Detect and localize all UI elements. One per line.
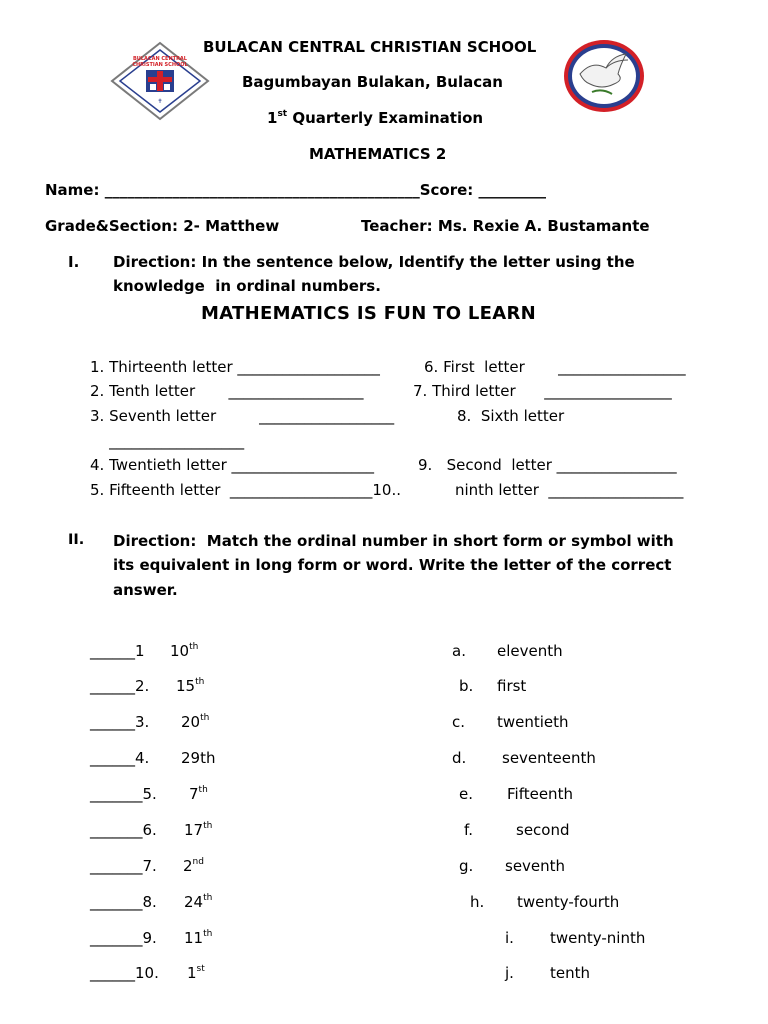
exam-title: 1st Quarterly Examination [267,109,484,127]
match-choice-word-e: Fifteenth [507,785,573,803]
part1-item-9-right: 9. Second letter ________________ [418,456,677,474]
match-choice-letter-c: c. [452,713,466,731]
school-logo-right [562,38,646,114]
logo-text-top: BULACAN CENTRAL [133,56,187,62]
part1-item-5-left: 5. Fifteenth letter ___________________10.. [90,481,402,499]
match-ordinal-5: 7th [189,785,208,803]
part2-direction-2: its equivalent in long form or word. Write the letter of the correct [113,556,672,574]
match-choice-letter-f: f. [464,821,473,839]
match-blank-8[interactable]: _______8. [90,893,157,911]
part1-item-8-right: 8. Sixth letter [457,407,565,425]
match-choice-word-i: twenty-ninth [550,929,646,947]
school-name: BULACAN CENTRAL CHRISTIAN SCHOOL [203,38,537,56]
part2-direction-3: answer. [113,581,178,599]
school-address: Bagumbayan Bulakan, Bulacan [242,73,503,91]
match-blank-2[interactable]: ______2. [90,677,150,695]
match-choice-letter-b: b. [459,677,474,695]
match-blank-6[interactable]: _______6. [90,821,157,839]
match-choice-word-a: eleventh [497,642,563,660]
part2-direction-1: Direction: Match the ordinal number in short form or symbol with [113,532,674,550]
match-choice-word-b: first [497,677,527,695]
part1-numeral: I. [68,253,80,271]
part1-item-4-left: 4. Twentieth letter ___________________ [90,456,375,474]
logo-text-2: CHRISTIAN SCHOOL [132,62,188,68]
part1-sentence: MATHEMATICS IS FUN TO LEARN [201,303,537,324]
subject-title: MATHEMATICS 2 [309,145,447,163]
match-ordinal-8: 24th [184,893,213,911]
match-choice-word-g: seventh [505,857,566,875]
part1-item-7-right: 7. Third letter _________________ [413,382,672,400]
score-field[interactable]: _________ [478,181,547,199]
match-ordinal-3: 20th [181,713,210,731]
match-choice-letter-g: g. [459,857,474,875]
school-logo-left [110,41,210,121]
match-choice-word-c: twentieth [497,713,569,731]
match-choice-word-h: twenty-fourth [517,893,620,911]
match-blank-1[interactable]: ______1 [90,642,145,660]
grade-section: Grade&Section: 2- Matthew [45,217,280,235]
match-choice-letter-h: h. [470,893,485,911]
match-choice-word-d: seventeenth [502,749,596,767]
part2-numeral: II. [68,532,85,548]
match-choice-letter-j: j. [505,964,514,982]
name-row: Name: __________________________________________Score: _________ [45,181,547,199]
match-choice-word-f: second [516,821,570,839]
match-choice-letter-e: e. [459,785,473,803]
match-blank-10[interactable]: ______10. [90,964,159,982]
match-choice-letter-a: a. [452,642,466,660]
match-blank-7[interactable]: _______7. [90,857,157,875]
match-ordinal-1: 10th [170,642,199,660]
svg-text:✝: ✝ [157,98,163,105]
part1-direction-2: knowledge in ordinal numbers. [113,277,381,295]
match-ordinal-6: 17th [184,821,213,839]
teacher: Teacher: Ms. Rexie A. Bustamante [361,217,650,235]
name-field[interactable]: __________________________________________ [104,181,420,199]
part1-item-6-right: 6. First letter _________________ [424,358,686,376]
part1-item-8-blank: __________________ [90,432,245,450]
match-blank-3[interactable]: ______3. [90,713,150,731]
match-blank-4[interactable]: ______4. [90,749,150,767]
match-choice-letter-i: i. [505,929,514,947]
part1-item-10-right: ninth letter __________________ [455,481,684,499]
match-ordinal-10: 1st [187,964,205,982]
part1-direction-1: Direction: In the sentence below, Identify the letter using the [113,253,635,271]
match-ordinal-7: 2nd [183,857,204,875]
part1-item-3-left: 3. Seventh letter __________________ [90,407,395,425]
part1-item-2-left: 2. Tenth letter __________________ [90,382,364,400]
match-ordinal-4: 29th [181,749,216,767]
match-choice-word-j: tenth [550,964,591,982]
match-blank-5[interactable]: _______5. [90,785,157,803]
match-ordinal-9: 11th [184,929,213,947]
match-blank-9[interactable]: _______9. [90,929,157,947]
part1-item-1-left: 1. Thirteenth letter ___________________ [90,358,380,376]
match-choice-letter-d: d. [452,749,467,767]
match-ordinal-2: 15th [176,677,205,695]
